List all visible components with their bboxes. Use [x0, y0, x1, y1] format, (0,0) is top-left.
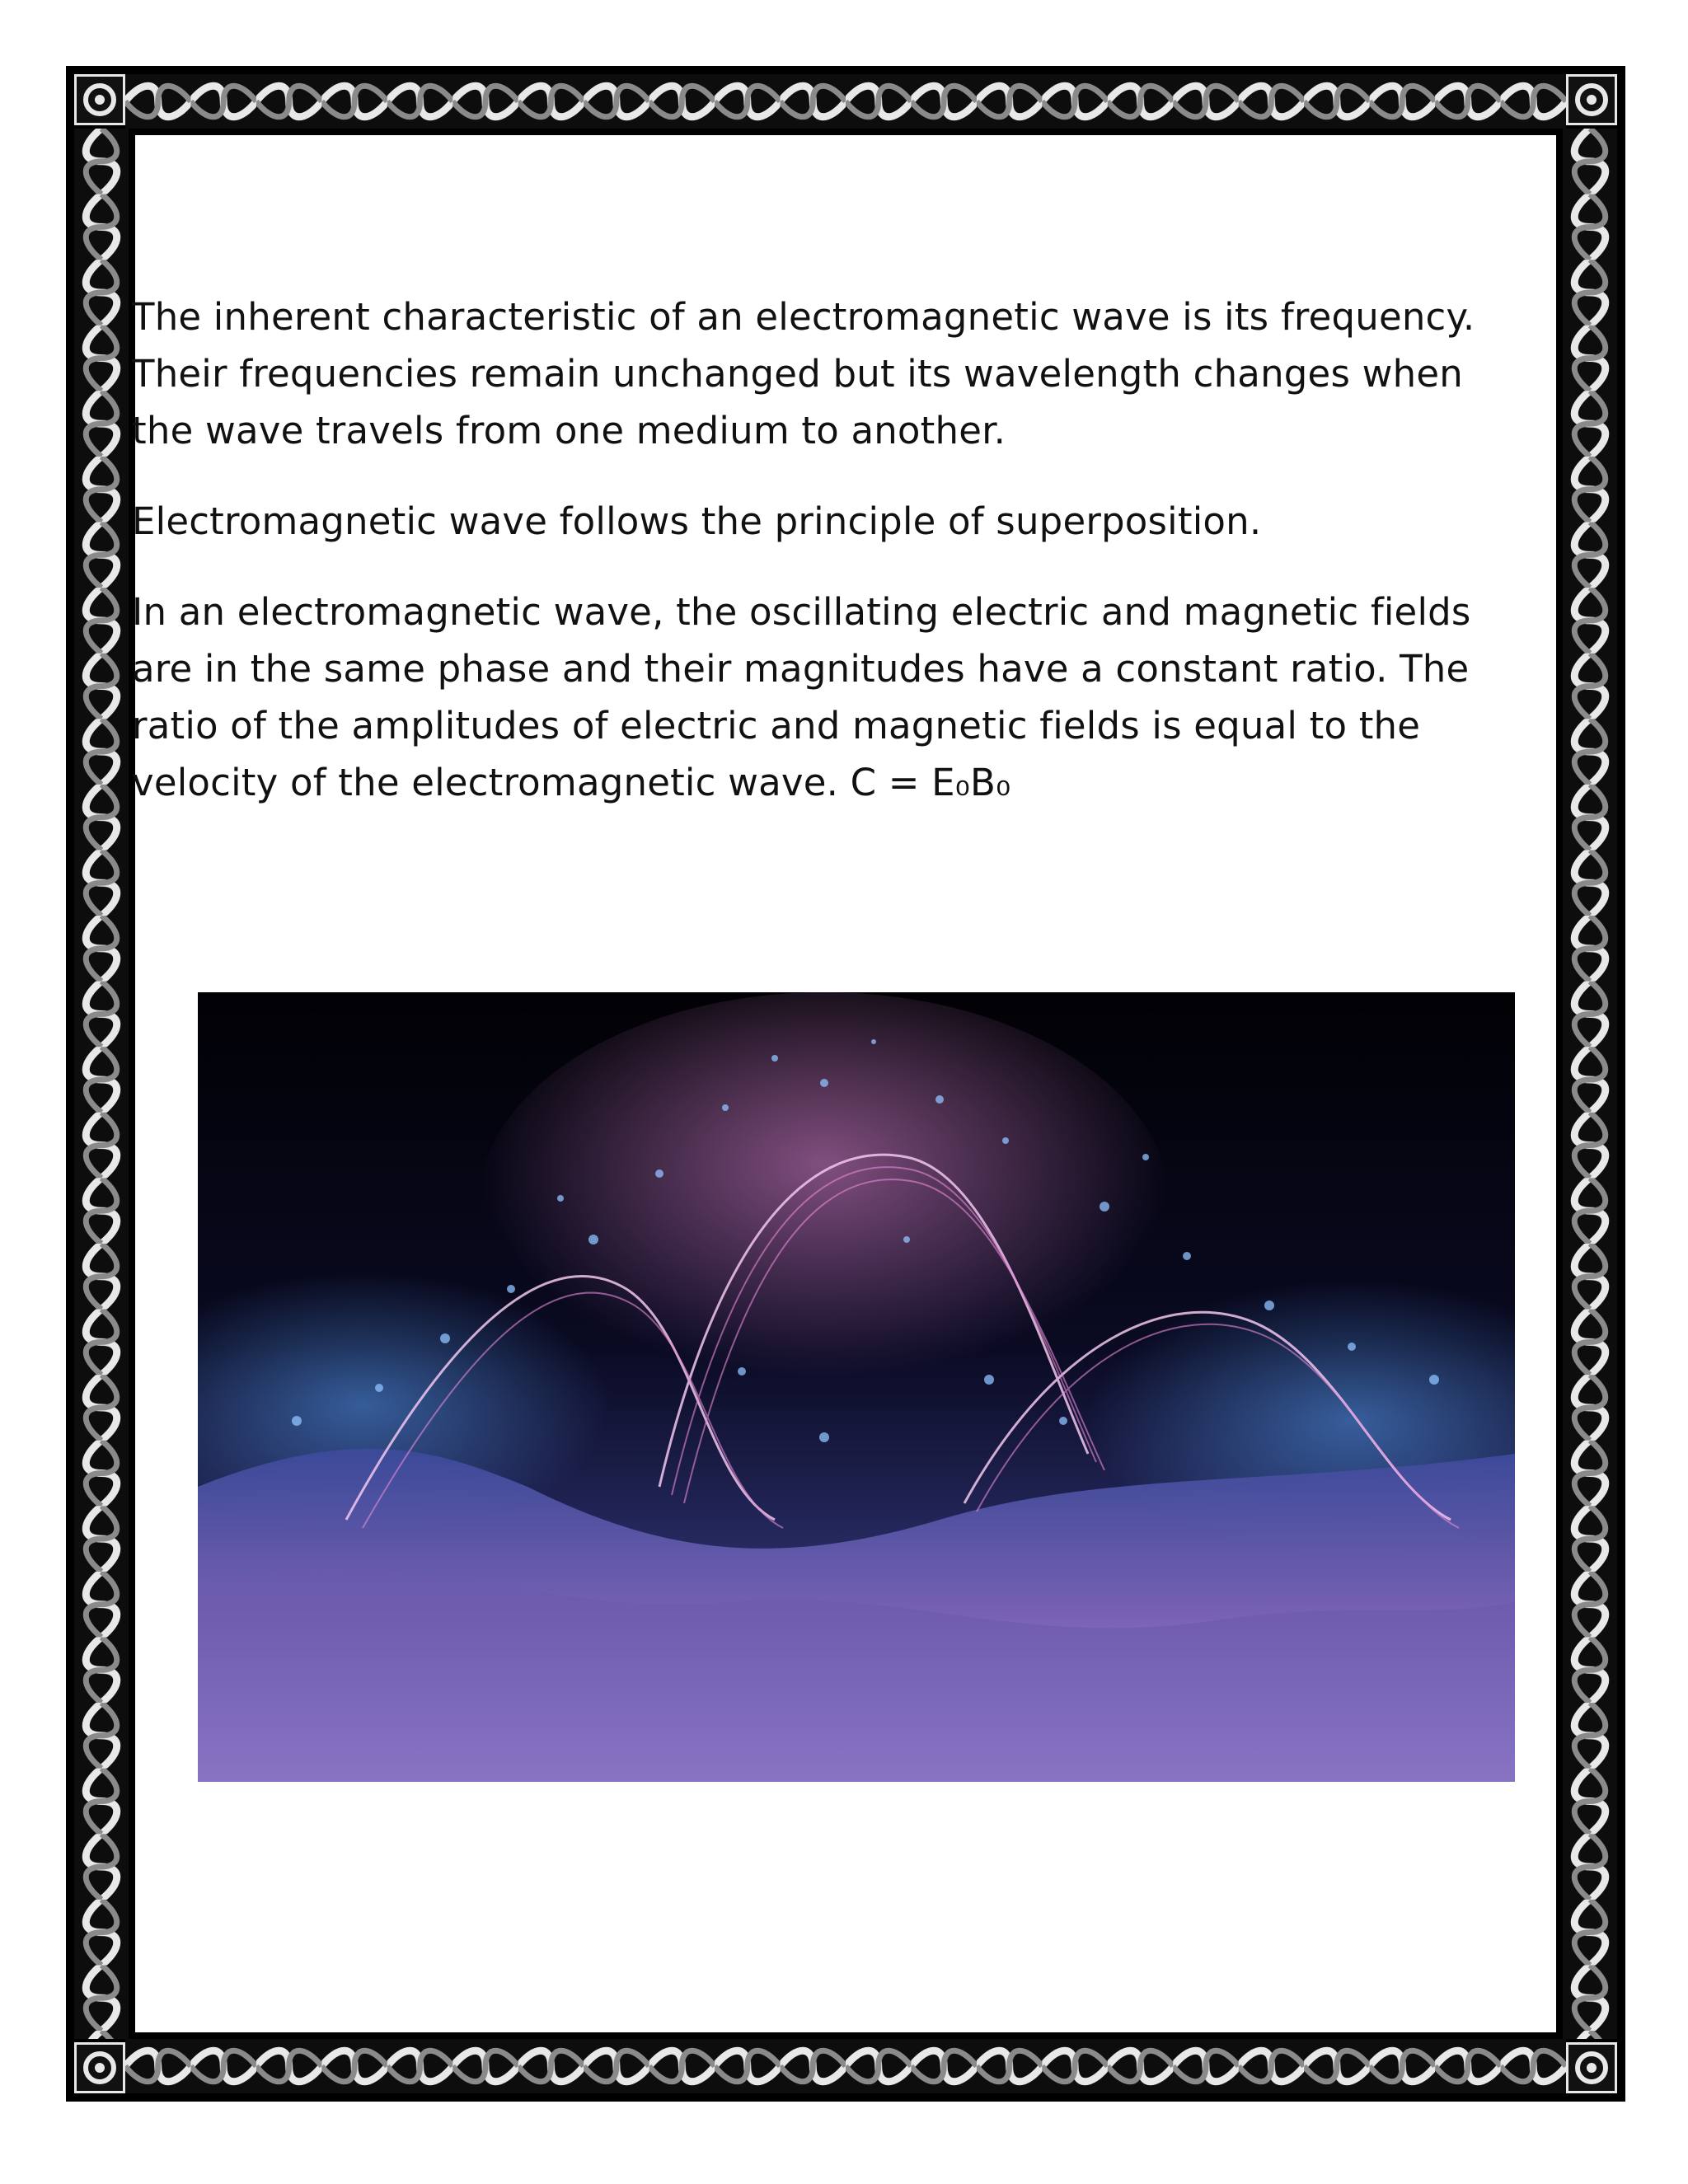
- corner-ornament-icon: [1566, 2042, 1617, 2093]
- border-bottom: [125, 2039, 1566, 2093]
- wave-illustration: [198, 992, 1515, 1782]
- border-top: [125, 74, 1566, 129]
- paragraph-frequency: The inherent characteristic of an electromagnetic wave is its frequency. Their frequencies remain unchanged but its wavelength changes when the wave travels from one medium to another.: [132, 295, 1475, 452]
- border-left: [74, 129, 129, 2039]
- border-right: [1563, 129, 1617, 2039]
- corner-ornament-icon: [1566, 74, 1617, 125]
- paragraph-phase-ratio: In an electromagnetic wave, the oscillating electric and magnetic fields are in the same phase and their magnitudes have a constant ratio. The ratio of the amplitudes of electric and magnetic fields is equal to the velocity of the electromagnetic wave. C = E₀B₀: [132, 590, 1471, 804]
- corner-ornament-icon: [74, 74, 125, 125]
- corner-ornament-icon: [74, 2042, 125, 2093]
- wave-illustration-graphic: [198, 992, 1515, 1782]
- document-text: [132, 288, 1517, 845]
- paragraph-superposition: Electromagnetic wave follows the principle of superposition.: [132, 499, 1262, 543]
